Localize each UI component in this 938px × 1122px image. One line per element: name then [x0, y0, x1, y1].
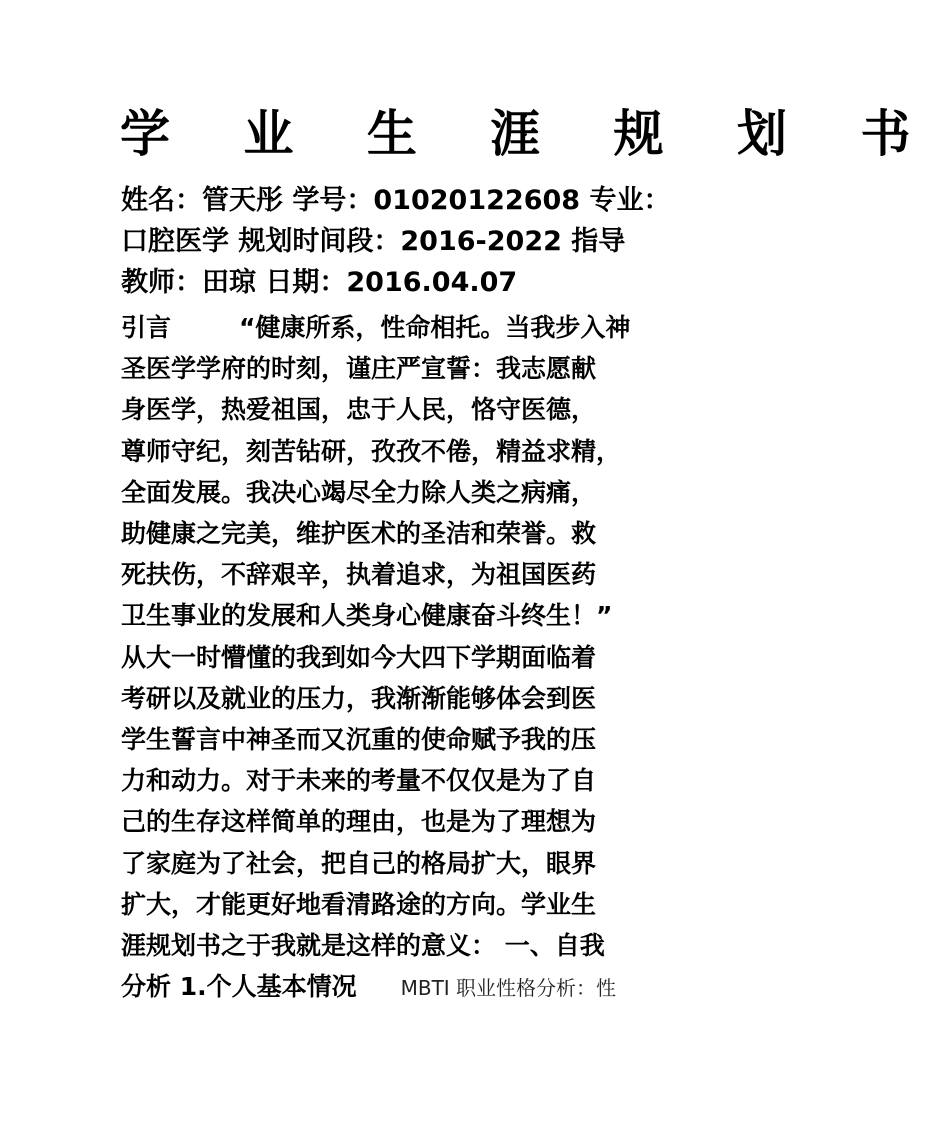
- body-line: 死扶伤，不辞艰辛，执着追求，为祖国医药: [121, 560, 597, 590]
- student-info: [121, 180, 691, 303]
- info-line: 姓名：管天彤 学号：01020122608 专业：: [121, 185, 671, 216]
- body-line: [121, 307, 691, 348]
- body-line: 涯规划书之于我就是这样的意义： 一、自我: [121, 931, 605, 961]
- document-title: 学 业 生 涯 规 划 书: [120, 105, 938, 163]
- body-line: 从大一时懵懂的我到如今大四下学期面临着: [121, 642, 597, 672]
- body-line: [121, 966, 691, 1009]
- body-line: 己的生存这样简单的理由，也是为了理想为: [121, 807, 597, 837]
- body-line: 考研以及就业的压力，我渐渐能够体会到医: [121, 683, 597, 713]
- body-line: 助健康之完美，维护医术的圣洁和荣誉。救: [121, 519, 597, 549]
- body-text: [121, 307, 691, 1009]
- mbti-text: MBTI 职业性格分析：性: [400, 976, 617, 1001]
- body-line-text: “健康所系，性命相托。当我步入神: [239, 313, 631, 342]
- body-line: 了家庭为了社会，把自己的格局扩大，眼界: [121, 848, 597, 878]
- body-line: 力和动力。对于未来的考量不仅仅是为了自: [121, 766, 597, 796]
- body-line: 扩大，才能更好地看清路途的方向。学业生: [121, 889, 597, 919]
- info-line: 教师：田琼 日期：2016.04.07: [121, 267, 518, 298]
- body-line: 卫生事业的发展和人类身心健康奋斗终生！”: [121, 601, 613, 631]
- body-line: 尊师守纪，刻苦钻研，孜孜不倦，精益求精，: [121, 436, 622, 466]
- section-heading: 分析 1.个人基本情况: [121, 972, 357, 1002]
- body-line: 身医学，热爱祖国，忠于人民，恪守医德，: [121, 395, 597, 425]
- intro-label: 引言: [121, 313, 172, 342]
- body-line: 圣医学学府的时刻，谨庄严宣誓：我志愿献: [121, 354, 597, 384]
- info-line: 口腔医学 规划时间段：2016-2022 指导: [121, 226, 626, 257]
- body-line: 全面发展。我决心竭尽全力除人类之病痛，: [121, 477, 597, 507]
- body-line: 学生誓言中神圣而又沉重的使命赋予我的压: [121, 725, 597, 755]
